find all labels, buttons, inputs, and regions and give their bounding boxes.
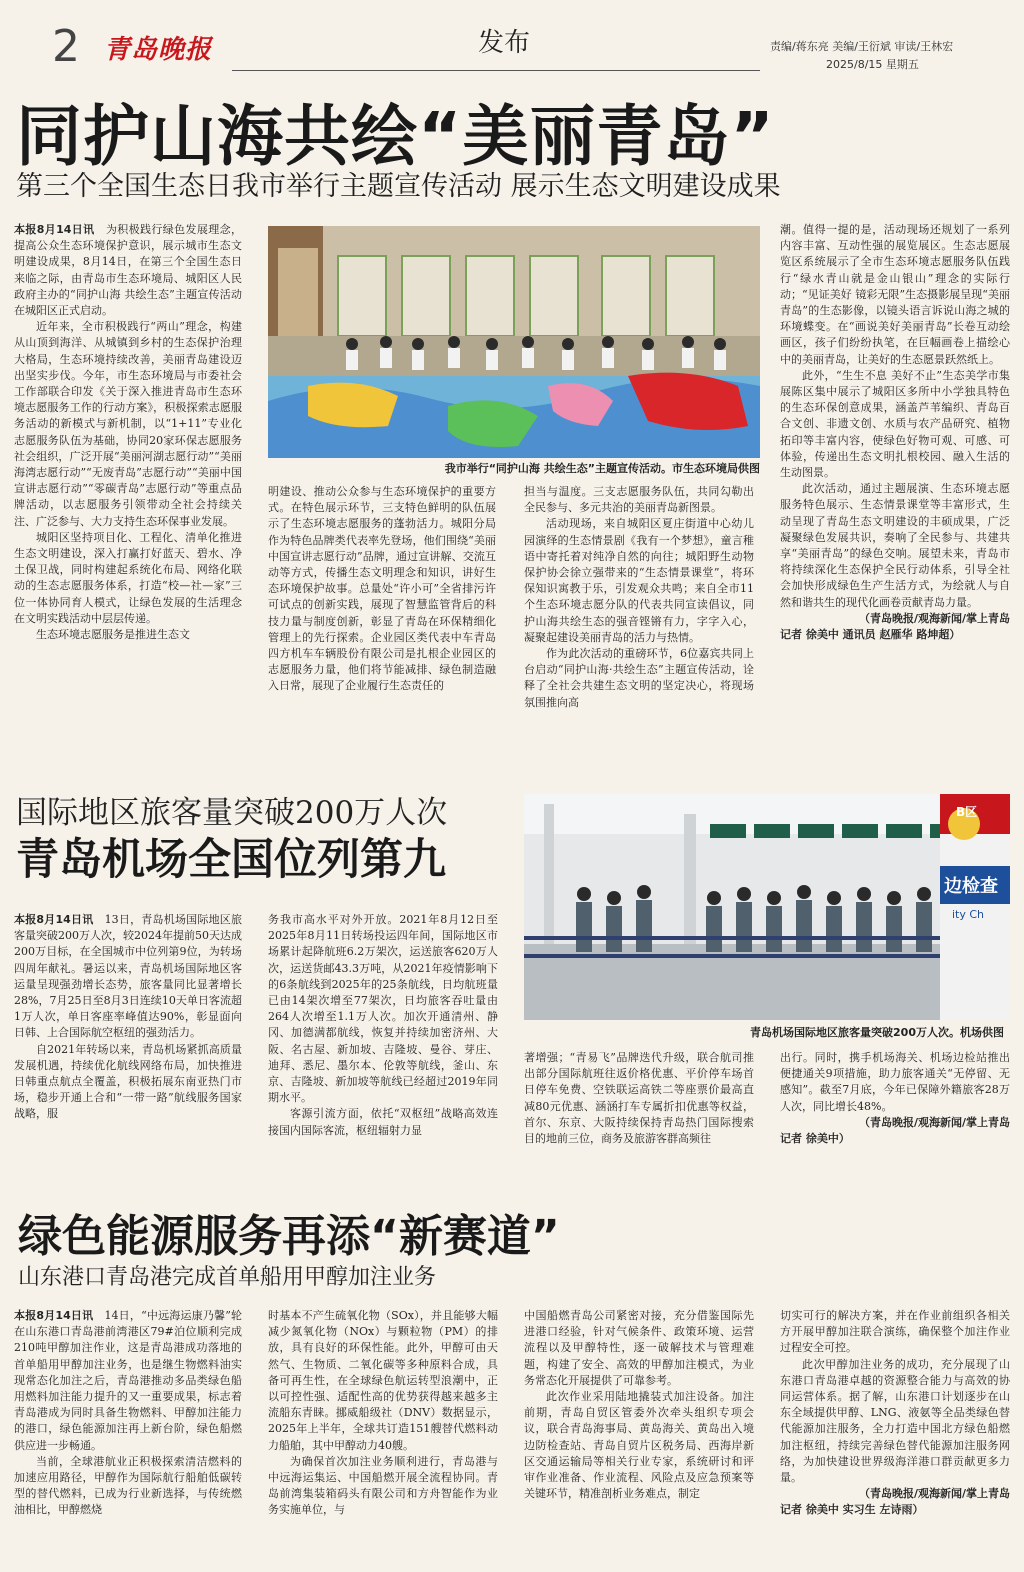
story1-column-2: [268, 484, 496, 762]
story1-c3-p2: 活动现场，来自城阳区夏庄街道中心幼儿园演绎的生态情景剧《我有一个梦想》，童言稚语中寄托着对纯净自然的向往；城阳野生动物保护协会徐立强带来的“生态情景课堂”，将环保知识寓教于乐，引发观众共鸣；来自全市11个生态环境志愿分队的代表共同宣读倡议，同护山海共绘生态的强音铿锵有力，字字入心，凝聚起建设美丽青岛的活力与热情。: [524, 517, 754, 644]
story2-column-3: [524, 1050, 754, 1174]
story3-c2-p1: 时基本不产生硫氧化物（SOx），并且能够大幅减少氮氧化物（NOx）与颗粒物（PM）的排放，具有良好的环保性能。此外，甲醇可由天然气、生物质、二氧化碳等多种原料合成，具备可再生性，在全球绿色航运转型浪潮中，正以可控性强、适配性高的优势获得越来越多主流船东青睐。挪威船级社（DNV）数据显示，2025年上半年，全球共订造151艘替代燃料动力船舶，其中甲醇动力40艘。: [268, 1309, 498, 1452]
story1-credit-1: （青岛晚报/观海新闻/掌上青岛: [858, 611, 1010, 625]
story2-dateline: 本报8月14日讯: [14, 913, 94, 926]
story1-dateline: 本报8月14日讯: [14, 223, 95, 236]
masthead-rule: [232, 70, 760, 71]
story1-c1-p4: 生态环境志愿服务是推进生态文: [36, 628, 190, 642]
story3-column-3: [524, 1308, 754, 1566]
story2-c4-p1: 出行。同时，携手机场海关、机场边检站推出便捷通关9项措施，助力旅客通关“无停留、无感知”。截至7月底，今年已保障外籍旅客28万人次，同比增长48%。: [780, 1051, 1010, 1113]
story2-photo-caption: 青岛机场国际地区旅客量突破200万人次。机场供图: [750, 1026, 1004, 1039]
zone-sign: B区: [956, 805, 978, 819]
editors-line: 责编/蒋东亮 美编/王衍斌 审读/王林宏: [770, 40, 954, 53]
story2-c3-p1: 著增强；“青易飞”品牌迭代升级，联合航司推出部分国际航班往返价格优惠、平价停车场首日停车免费、空铁联运高铁二等座票价最高直减80元优惠、涵涵打车专属折扣优惠等权益，首尔、东京、大阪持续保持青岛热门国际搜索目的地前三位，商务及旅游客群高频往: [524, 1051, 754, 1146]
story2-column-4: [780, 1050, 1010, 1174]
story1-column-1: [14, 222, 242, 762]
story1-c4-p1: 潮。值得一提的是，活动现场还规划了一系列内容丰富、互动性强的展览展区。生态志愿展览区系统展示了全市生态环境志愿服务队伍践行“绿水青山就是金山银山”理念的实际行动；“见证美好 镜彩无限”生态摄影展呈现“美丽青岛”的生态影像，以镜头语言诉说山海之城的环境蝶变。在“画说美好美丽青岛”长卷互动绘画区，孩子们纷纷执笔，在巨幅画卷上描绘心中的美丽青岛，让美好的生态愿景跃然纸上。: [780, 223, 1010, 366]
story1-c1-p3: 城阳区坚持项目化、工程化、清单化推进生态文明建设，深入打赢打好蓝天、碧水、净土保卫战，同时构建起系统化布局、网络化联动的生态志愿服务体系，打造“校—社—家”三位一体协同育人模式，让绿色发展的生活理念在文明实践活动中层层传递。: [14, 530, 242, 625]
story2-column-1: [14, 912, 242, 1174]
page-number: 2: [52, 21, 80, 72]
story2-c2-p2: 客源引流方面，依托“双枢纽”战略高效连接国内国际客流，枢纽辐射力显: [268, 1107, 498, 1137]
date-line: 2025/8/15 星期五: [826, 58, 919, 71]
section-title: 发布: [478, 28, 531, 58]
story3-c2-p2: 为确保首次加注业务顺利进行，青岛港与中远海运集运、中国船燃开展全流程协同。青岛前湾集装箱码头有限公司和方舟智能作为业务实施单位，与: [268, 1454, 498, 1517]
story3-column-2: [268, 1308, 498, 1566]
story1-c4-p3: 此次活动，通过主题展演、生态环境志愿服务特色展示、生态情景课堂等丰富形式，生动呈现了青岛生态文明建设的丰硕成果，广泛凝聚绿色发展共识，奏响了全民参与、共建共享“美丽青岛”的绿色交响。展望未来，青岛市将持续深化生态保护全民行动体系，引导全社会加快形成绿色生产生活方式，为绘就人与自然和谐共生的现代化画卷贡献青岛力量。: [780, 482, 1010, 609]
story3-dateline: 本报8月14日讯: [14, 1309, 94, 1322]
story3-subheadline: 山东港口青岛港完成首单船用甲醇加注业务: [18, 1265, 437, 1290]
story3-headline: 绿色能源服务再添“新赛道”: [18, 1211, 560, 1262]
story2-credit-1: （青岛晚报/观海新闻/掌上青岛: [858, 1115, 1010, 1129]
story3-c1-p1: 14日，“中远海运康乃馨”轮在山东港口青岛港前湾港区79#泊位顺利完成210吨甲醇加注作业，这是青岛港成功落地的首单船用甲醇加注业务，也是继生物燃料油实现常态化加注之后，青岛港推动多品类绿色船用燃料加注能力提升的又一重要成果，标志着青岛港成为同时具备生物燃料、甲醇加注能力的港口，绿色能源加注再上新台阶，绿色船燃供应进一步畅通。: [14, 1309, 242, 1452]
story1-c3-p1: 担当与温度。三支志愿服务队伍，共同勾勒出全民参与、多元共治的美丽青岛新图景。: [524, 485, 754, 515]
story2-photo-airport-hall: [524, 794, 1010, 1020]
story3-credit-2: 记者 徐美中 实习生 左诗雨）: [780, 1503, 924, 1517]
story2-credit-2: 记者 徐美中）: [780, 1132, 850, 1146]
story1-c2-p1: 明建设、推动公众参与生态环境保护的重要方式。在特色展示环节，三支特色鲜明的队伍展示了生态环境志愿服务的蓬勃活力。城阳分局作为特色品牌类代表率先登场，他们围绕“美丽中国宣讲志愿行动”品牌，通过宣讲解、交流互动等方式，传播生态文明理念和知识，讲好生态环境保护故事。总量处“许小可”全省排污许可试点的创新实践，展现了智慧监管背后的科技力量与制度创新，彰显了青岛在环保精细化管理上的先行探索。企业园区类代表中车青岛四方机车车辆股份有限公司是扎根企业园区的志愿服务力量，他们将节能减排、绿色制造融入日常，展现了企业履行生态责任的: [268, 485, 496, 693]
story3-c4-p1: 切实可行的解决方案，并在作业前组织各相关方开展甲醇加注联合演练，确保整个加注作业过程安全可控。: [780, 1309, 1010, 1355]
check-sign: 边检查: [944, 876, 998, 897]
story1-credit-2: 记者 徐美中 通讯员 赵雁华 路坤超）: [780, 628, 961, 642]
story3-c1-p2: 当前，全球港航业正积极探索清洁燃料的加速应用路径，甲醇作为国际航行船舶低碳转型的替代燃料，已成为行业新选择，与传统燃油相比，甲醇燃烧: [14, 1454, 242, 1517]
story1-column-4: [780, 222, 1010, 762]
story1-photo-caption: 我市举行“同护山海 共绘生态”主题宣传活动。市生态环境局供图: [444, 462, 760, 475]
story1-photo-mural-event: [268, 226, 760, 458]
story2-c1-p2: 自2021年转场以来，青岛机场紧抓高质量发展机遇，持续优化航线网络布局，加快推进日韩重点航点全覆盖，积极拓展东南亚热门市场，稳步开通上合和“一带一路”航线服务国家战略，服: [14, 1042, 242, 1121]
story3-column-4: [780, 1308, 1010, 1566]
story2-kicker: 国际地区旅客量突破200万人次: [16, 795, 448, 831]
story2-headline: 青岛机场全国位列第九: [16, 835, 446, 885]
story3-c3-p2: 此次作业采用陆地撬装式加注设备。加注前期，青岛自贸区管委外次牵头组织专项会议，联合青岛海事局、黄岛海关、黄岛出入境边防检查站、青岛自贸片区税务局、西海岸新区交通运输局等相关行业专家，系统研讨和评审作业准备、作业流程、风险点及应急预案等关键环节，精准剖析业务难点，制定: [524, 1390, 754, 1501]
story1-c1-p1: 为积极践行绿色发展理念，提高公众生态环境保护意识，展示城市生态文明建设成果，8月14日，在第三个全国生态日来临之际，由青岛市生态环境局、城阳区人民政府主办的“同护山海 共绘生态”主题宣传活动在城阳区正式启动。: [14, 223, 242, 318]
paper-name-logo: 青岛晚报: [104, 35, 213, 65]
story1-c3-p3: 作为此次活动的重磅环节，6位嘉宾共同上台启动“同护山海·共绘生态”主题宣传活动，诠释了全社会共建生态文明的坚定决心，将现场氛围推向高: [524, 647, 754, 709]
story3-c3-p1: 中国船燃青岛公司紧密对接，充分借鉴国际先进港口经验，针对气候条件、政策环境、运营流程以及甲醇特性，逐一破解技术与管理难题，构建了安全、高效的甲醇加注模式，为业务常态化开展提供了可靠参考。: [524, 1309, 754, 1387]
story3-c4-p2: 此次甲醇加注业务的成功，充分展现了山东港口青岛港卓越的资源整合能力与高效的协同运营体系。据了解，山东港口计划逐步在山东全域提供甲醇、LNG、液氨等全品类绿色替代能源加注服务，全力打造中国北方绿色船燃加注枢纽，持续完善绿色替代能源加注服务网络，为加快建设世界级海洋港口群贡献更多力量。: [780, 1357, 1010, 1485]
story2-column-2: [268, 912, 498, 1174]
story1-column-3: [524, 484, 754, 762]
check-sign-en: ity Ch: [952, 908, 985, 921]
story3-credit-1: （青岛晚报/观海新闻/掌上青岛: [858, 1487, 1010, 1501]
story1-c4-p2: 此外，“生生不息 美好不止”生态美学市集展陈区集中展示了城阳区多所中小学独具特色的生态环保创意成果，涵盖芦苇编织、青岛百合文创、非遗文创、水质与农产品研究、植物拓印等丰富内容，使绿色好物可观、可感、可体验，传递出生态文明扎根校园、融入生活的生动图景。: [780, 368, 1010, 480]
story1-subheadline: 第三个全国生态日我市举行主题宣传活动 展示生态文明建设成果: [16, 171, 781, 202]
story1-c1-p2: 近年来，全市积极践行“两山”理念，构建从山顶到海洋、从城镇到乡村的生态保护治理大格局，生态环境持续改善，美丽青岛建设迈出坚实步伐。今年，市生态环境局与市委社会工作部联合印发《关于深入推进青岛市生态环境志愿服务工作的行动方案》，积极探索志愿服务活动的新模式与新机制，以“1+11”专业化志愿服务队伍为基础，协同20家环保志愿服务社会组织，广泛开展“美丽河湖志愿行动”“美丽海湾志愿行动”“无废青岛”志愿行动”“美丽中国宣讲志愿行动”“零碳青岛”志愿行动”等重点品牌活动，以志愿服务引领带动全社会持续关注、广泛参与、大力支持生态环保事业发展。: [14, 320, 242, 528]
story2-c2-p1: 务我市高水平对外开放。2021年8月12日至2025年8月11日转场投运四年间，国际地区市场累计起降航班6.2万架次，运送旅客620万人次，运送货邮43.3万吨，从2021年疫情影响下的6条航线到2025年的25条航线，日均航班量已由14架次增至77架次，日均旅客吞吐量由264人次增至1.1万人次。加次开通清州、静冈、加德满都航线，恢复并持续加密济州、大阪、名古屋、新加坡、吉隆坡、曼谷、芽庄、迪拜、悉尼、墨尔本、伦敦等航线，釜山、东京、吉隆坡、新加坡等航线已经超过2019年同期水平。: [268, 913, 498, 1105]
story3-column-1: [14, 1308, 242, 1566]
story2-c1-p1: 13日，青岛机场国际地区旅客量突破200万人次，较2024年提前50天达成200万目标，在全国城市中位列第9位，为转场四周年献礼。暑运以来，青岛机场国际地区客运量呈现强劲增长态势，旅客量同比显著增长28%，7月25日至8月3日连续10天单日客流超1万人次，单日客座率峰值达90%，彰显面向日韩、上合国际航空枢纽的强劲活力。: [14, 913, 242, 1040]
story1-headline: 同护山海共绘“美丽青岛”: [16, 98, 775, 175]
